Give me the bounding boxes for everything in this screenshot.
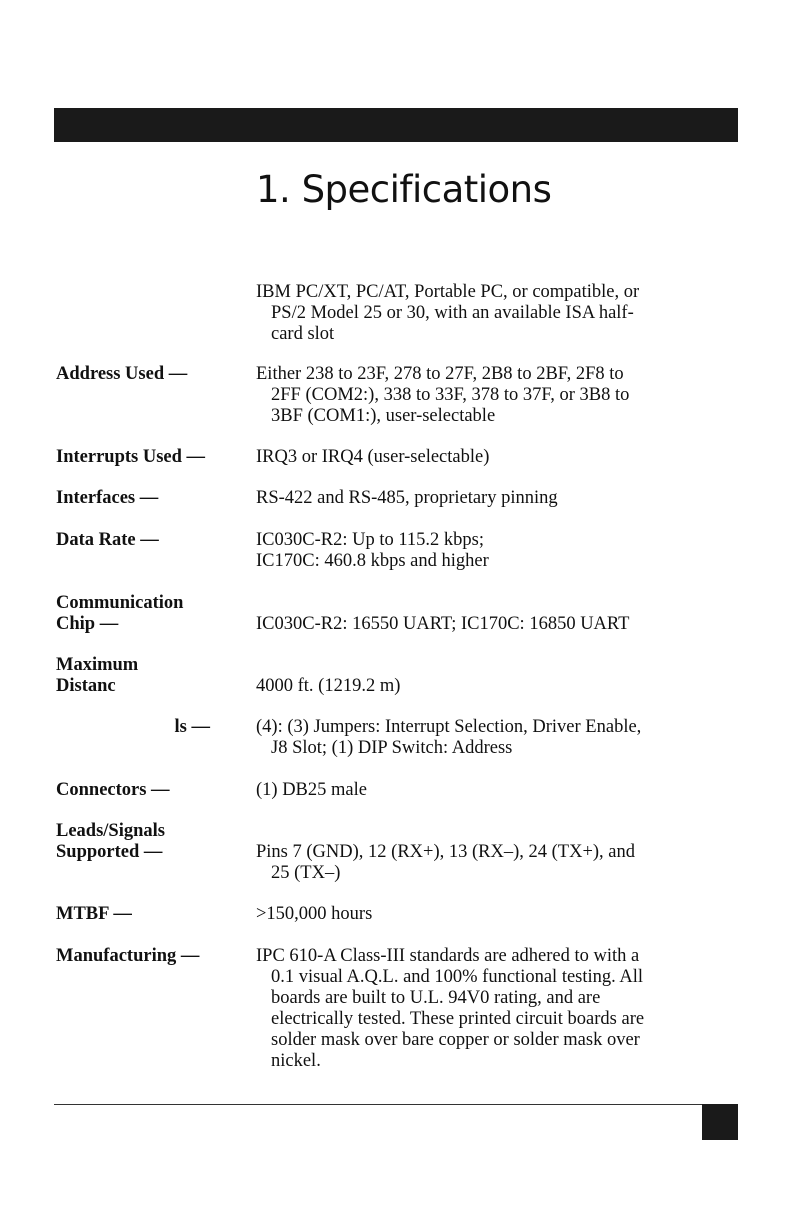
spec-value-communication-chip: IC030C-R2: 16550 UART; IC170C: 16850 UART (256, 614, 630, 634)
page-number-tab (702, 1104, 738, 1140)
spec-value-system: IBM PC/XT, PC/AT, Portable PC, or compatible, or PS/2 Model 25 or 30, with an available ISA half- card slot (256, 282, 640, 344)
spec-label-interfaces: Interfaces — (56, 488, 159, 508)
spec-value-mtbf: >150,000 hours (256, 904, 373, 924)
header-bar (54, 108, 738, 142)
spec-value-data-rate: IC030C-R2: Up to 115.2 kbps; IC170C: 460.8 kbps and higher (256, 530, 489, 571)
spec-value-interfaces: RS-422 and RS-485, proprietary pinning (256, 488, 558, 508)
spec-value-user-controls: (4): (3) Jumpers: Interrupt Selection, Driver Enable, J8 Slot; (1) DIP Switch: Address (256, 717, 642, 758)
spec-value-address-used: Either 238 to 23F, 278 to 27F, 2B8 to 2BF, 2F8 to 2FF (COM2:), 338 to 33F, 378 to 37F, or 3B8 to 3BF (COM1:), user-selectable (256, 364, 630, 426)
spec-value-connectors: (1) DB25 male (256, 780, 367, 800)
footer-rule (54, 1104, 738, 1105)
spec-label-leads-signals: Leads/Signals Supported — (56, 821, 165, 862)
spec-label-maximum-distance: Maximum Distanc (56, 655, 139, 696)
spec-value-maximum-distance: 4000 ft. (1219.2 m) (256, 676, 401, 696)
spec-value-manufacturing: IPC 610-A Class-III standards are adhered to with a 0.1 visual A.Q.L. and 100% functional testing. All boards are built to U.L. 94V0 rating, and are electrically tested. These printed circuit boards are solder mask over bare copper or solder mask over nickel. (256, 946, 645, 1071)
spec-label-manufacturing: Manufacturing — (56, 946, 200, 966)
spec-value-leads-signals: Pins 7 (GND), 12 (RX+), 13 (RX–), 24 (TX+), and 25 (TX–) (256, 842, 636, 883)
spec-label-data-rate: Data Rate — (56, 530, 159, 550)
spec-value-interrupts-used: IRQ3 or IRQ4 (user-selectable) (256, 447, 490, 467)
spec-label-user-controls: ls — (174, 717, 210, 737)
spec-label-communication-chip: Communication Chip — (56, 593, 184, 634)
page-title: 1. Specifications (256, 168, 552, 211)
spec-label-address-used: Address Used — (56, 364, 188, 384)
spec-label-interrupts-used: Interrupts Used — (56, 447, 206, 467)
spec-label-mtbf: MTBF — (56, 904, 132, 924)
spec-label-connectors: Connectors — (56, 780, 170, 800)
